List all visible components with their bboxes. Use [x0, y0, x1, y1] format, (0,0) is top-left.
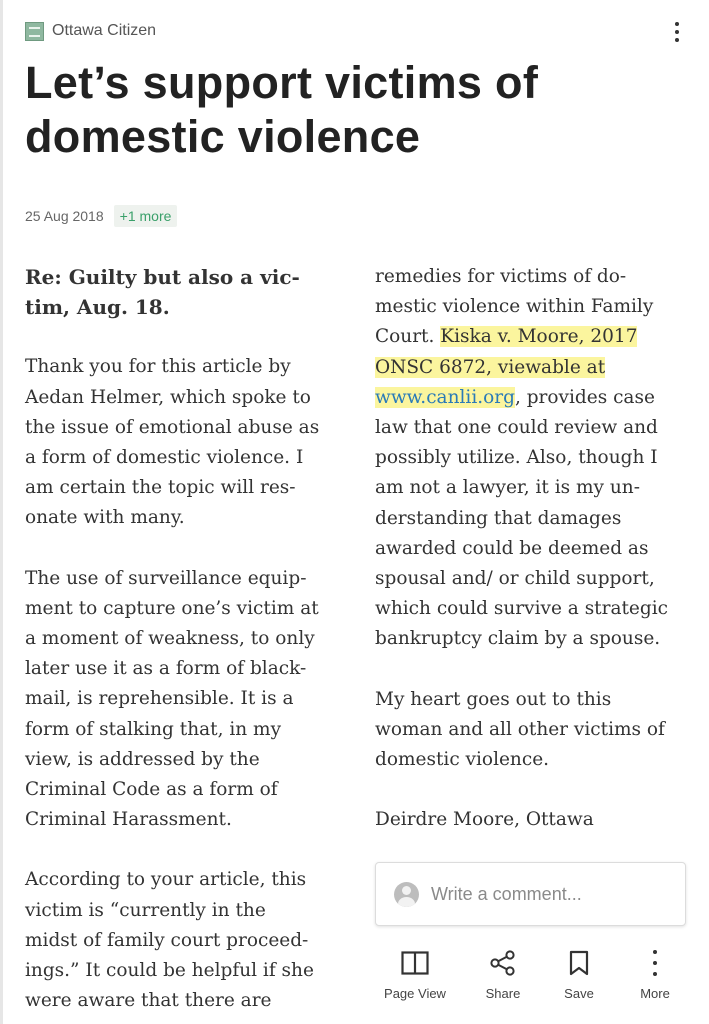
letter-signature: Deirdre Moore, Ottawa	[375, 809, 594, 831]
page-view-label: Page View	[384, 986, 446, 1001]
article-headline: Let’s support victims of domestic violence	[25, 57, 539, 162]
body-paragraph: According to your article, this victim is “currently in the midst of family court proceed- ings.” It could be helpful if she were aware that there are	[25, 869, 314, 1012]
comment-box[interactable]	[375, 862, 686, 926]
publisher-name[interactable]: Ottawa Citizen	[52, 22, 157, 39]
options-menu-icon[interactable]	[667, 20, 687, 44]
body-paragraph: My heart goes out to this woman and all other victims of domestic violence.	[375, 688, 665, 771]
body-paragraph	[375, 262, 695, 655]
canlii-link[interactable]: www.canlii.org	[375, 386, 515, 408]
share-icon	[487, 948, 519, 978]
highlighted-citation[interactable]: Kiska v. Moore, 2017 ONSC 6872, viewable at	[375, 326, 638, 378]
page-view-icon	[399, 948, 431, 978]
page-view-button[interactable]	[375, 948, 455, 1001]
article-column-left	[25, 262, 345, 1024]
ottawa-citizen-logo-icon	[25, 22, 44, 41]
save-button[interactable]	[539, 948, 619, 1001]
publisher-header[interactable]	[25, 20, 156, 42]
letter-reference: Re: Guilty but also a vic- tim, Aug. 18.	[25, 265, 300, 320]
article-dateline	[25, 205, 177, 227]
bookmark-icon	[563, 948, 595, 978]
paragraph-text: , provides case law that one could review and possibly utilize. Also, though I am not a lawyer, it is my un- derstanding that damages awarded could be deemed as spousal and/ or child support, which could survive a strategic bankruptcy claim by a spouse.	[375, 386, 668, 650]
body-paragraph: The use of surveillance equip- ment to capture one’s victim at a moment of weakness, to only later use it as a form of black- mail, is reprehensible. It is a form of stalking that, in my view, is addressed by the Criminal Code as a form of Criminal Harassment.	[25, 567, 319, 831]
paragraph-text: remedies for victims of do- mestic violence within Family Court.	[375, 266, 654, 348]
more-vertical-icon	[639, 948, 671, 978]
comment-input[interactable]	[431, 884, 671, 905]
body-paragraph: Thank you for this article by Aedan Helmer, which spoke to the issue of emotional abuse as a form of domestic violence. I am certain the topic will res- onate with many.	[25, 356, 320, 529]
share-button[interactable]	[463, 948, 543, 1001]
article-toolbar	[375, 948, 695, 1008]
save-label: Save	[564, 986, 594, 1001]
user-avatar-icon	[394, 882, 419, 907]
article-column-right	[375, 262, 695, 865]
more-editions-badge[interactable]: +1 more	[114, 205, 178, 227]
article-date: 25 Aug 2018	[25, 208, 104, 224]
more-label: More	[640, 986, 670, 1001]
more-button[interactable]	[615, 948, 695, 1001]
share-label: Share	[485, 986, 521, 1001]
